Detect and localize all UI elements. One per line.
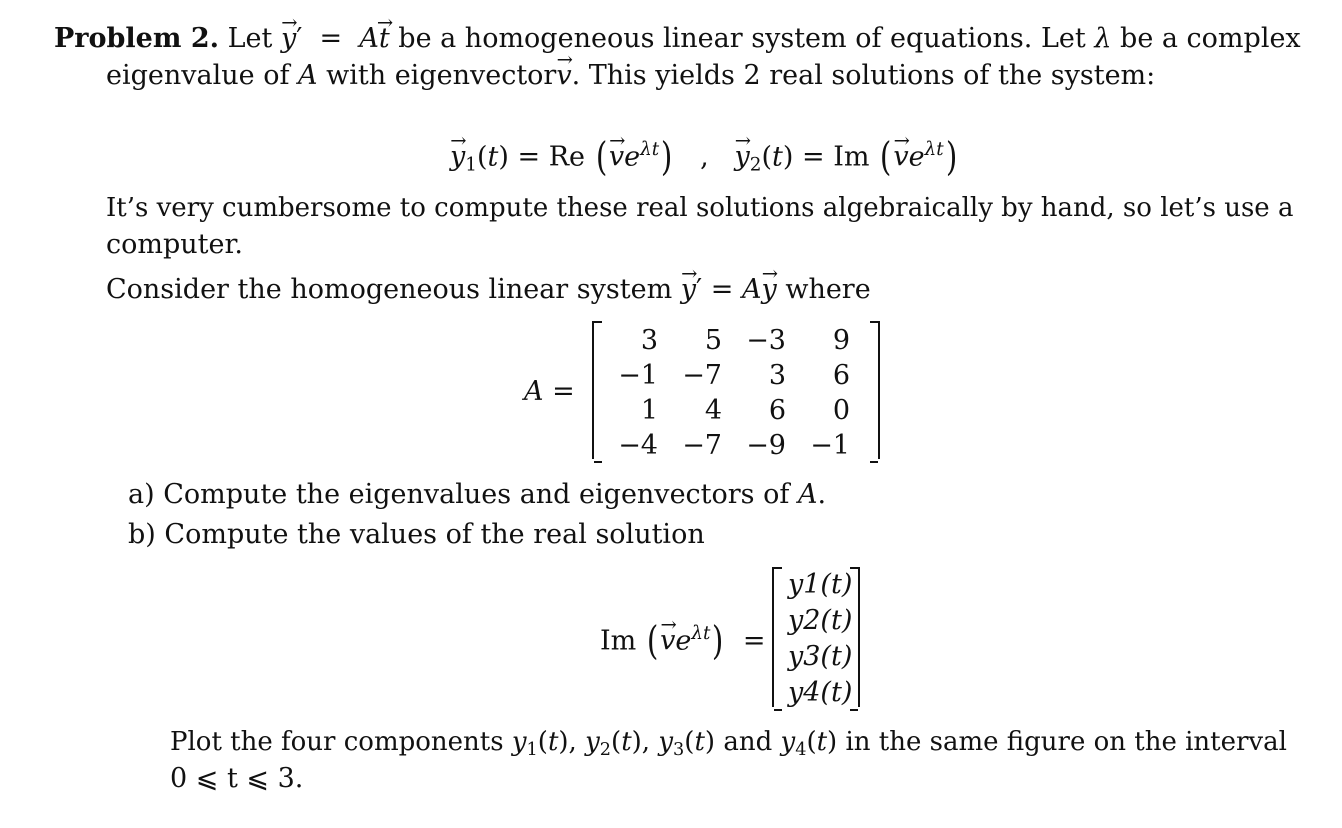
matrix-cell: 6 <box>832 360 850 391</box>
task-a-text: Compute the eigenvalues and eigenvectors of <box>163 479 790 510</box>
matrix-A <box>592 321 880 459</box>
y-component: y1(t) <box>788 569 853 600</box>
matrix-cell: −1 <box>810 430 850 461</box>
matrix-cell: −3 <box>746 325 786 356</box>
task-a: a) Compute the eigenvalues and eigenvectors of A. <box>128 479 827 510</box>
consider-line: Consider the homogeneous linear system → y′ = A→ y where <box>106 276 871 303</box>
matrix-cell: −9 <box>746 430 786 461</box>
intro-text-1c: be a complex <box>1120 23 1301 54</box>
plot-text-c: in the same figure on the interval <box>845 727 1287 757</box>
intro-text-1a: Let <box>227 23 273 54</box>
plot-text-a: Plot the four components <box>170 727 504 757</box>
y-component: y3(t) <box>788 641 853 672</box>
matrix-cell: −7 <box>682 430 722 461</box>
matrix-label: A = <box>524 376 575 407</box>
computer-line-1: It’s very cumbersome to compute these real solutions algebraically by hand, so let’s use a <box>106 193 1294 223</box>
intro-text-2c: . This yields 2 real solutions of the system: <box>571 60 1156 91</box>
matrix-cell: 3 <box>768 360 786 391</box>
equation-ydot: → y′ = A→ t <box>281 23 390 54</box>
task-a-label: a) <box>128 479 155 510</box>
matrix-cell: 0 <box>832 395 850 426</box>
plot-text-b: and <box>723 727 773 757</box>
matrix-cell: 4 <box>704 395 722 426</box>
consider-text-a: Consider the homogeneous linear system <box>106 274 673 305</box>
solutions-equation: → $y_1(t) = Re$ (→ $ve^{\lambda t}$) , → $y_2(t) = Im$ (→ $ve^{\lambda t}$) <box>450 138 959 177</box>
problem-line-1 <box>54 25 1301 52</box>
matrix-cell: 1 <box>640 395 658 426</box>
matrix-cell: 6 <box>768 395 786 426</box>
y-component: y4(t) <box>788 677 853 708</box>
matrix-cell: −7 <box>682 360 722 391</box>
im-vector-label: Im <box>600 625 637 657</box>
intro-text-1b: be a homogeneous linear system of equations. Let <box>398 23 1086 54</box>
task-b-label: b) <box>128 519 156 550</box>
separator: , <box>700 141 709 173</box>
problem-line-2 <box>106 62 1155 89</box>
lambda-symbol: λ <box>1094 23 1112 54</box>
matrix-cell: 3 <box>640 325 658 356</box>
y-column-vector <box>772 567 860 707</box>
im-equation: Im (→ $ve^{\lambda t}$) = <box>600 622 766 661</box>
problem-heading: Problem 2. <box>54 23 220 54</box>
matrix-cell: 9 <box>832 325 850 356</box>
intro-text-2a: eigenvalue of <box>106 60 290 91</box>
intro-text-2b: with eigenvector <box>326 60 557 91</box>
y-component: y2(t) <box>788 605 853 636</box>
plot-line-1: Plot the four components $y_1(t)$, $y_2(t)$, $y_3(t)$ and $y_4(t)$ in the same figure on the interval <box>170 727 1287 760</box>
matrix-cell: −4 <box>618 430 658 461</box>
plot-interval: 0 ⩽ t ⩽ 3. <box>170 763 304 794</box>
matrix-cell: −1 <box>618 360 658 391</box>
matrix-name: A <box>298 60 318 91</box>
task-b <box>128 521 705 548</box>
matrix-cell: 5 <box>704 325 722 356</box>
consider-text-b: where <box>785 274 871 305</box>
re-label: Re <box>548 141 585 173</box>
im-label: Im <box>833 141 870 173</box>
task-b-text: Compute the values of the real solution <box>164 519 705 550</box>
vector-v: → v <box>556 62 571 89</box>
computer-line-2: computer. <box>106 229 244 260</box>
